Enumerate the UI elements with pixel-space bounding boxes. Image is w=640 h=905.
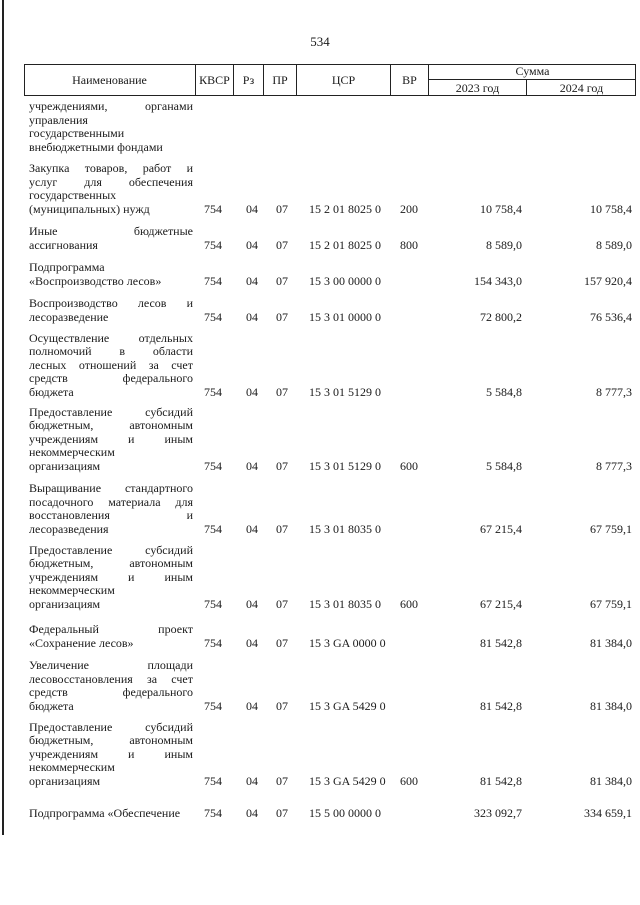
table-row bbox=[24, 156, 636, 216]
row-name-line: посадочного материала для bbox=[29, 494, 193, 509]
row-pr: 07 bbox=[276, 309, 288, 324]
header-year-2024: 2024 год bbox=[559, 80, 604, 95]
row-pr: 07 bbox=[276, 635, 288, 650]
row-csr: 15 3 01 5129 0 bbox=[309, 458, 381, 473]
row-kvsr: 754 bbox=[204, 273, 222, 288]
table-row bbox=[24, 792, 636, 820]
header-pr: ПР bbox=[264, 64, 297, 96]
row-pr: 07 bbox=[276, 805, 288, 820]
row-csr: 15 3 01 0000 0 bbox=[309, 309, 381, 324]
table-row bbox=[24, 538, 636, 611]
row-name bbox=[29, 544, 193, 612]
row-name-line: средств федерального bbox=[29, 685, 193, 699]
row-name-line: Осуществление отдельных bbox=[29, 330, 193, 345]
row-csr: 15 3 01 8035 0 bbox=[309, 521, 381, 536]
row-amount-2024: 8 777,3 bbox=[596, 384, 632, 399]
row-amount-2023: 8 589,0 bbox=[486, 237, 522, 252]
table-row bbox=[24, 254, 636, 288]
row-rz: 04 bbox=[246, 805, 258, 820]
row-name-line: бюджетным, автономным bbox=[29, 733, 193, 747]
row-vr: 800 bbox=[400, 237, 418, 252]
row-amount-2023: 81 542,8 bbox=[480, 635, 522, 650]
row-amount-2024: 81 384,0 bbox=[590, 635, 632, 650]
row-rz: 04 bbox=[246, 521, 258, 536]
row-rz: 04 bbox=[246, 384, 258, 399]
row-amount-2023: 67 215,4 bbox=[480, 521, 522, 536]
row-pr: 07 bbox=[276, 273, 288, 288]
row-amount-2023: 323 092,7 bbox=[474, 805, 522, 820]
row-pr: 07 bbox=[276, 458, 288, 473]
row-amount-2024: 334 659,1 bbox=[584, 805, 632, 820]
row-name-line: организациям bbox=[29, 458, 101, 473]
row-name bbox=[29, 482, 193, 536]
header-name: Наименование bbox=[24, 64, 196, 96]
row-name bbox=[29, 659, 193, 713]
row-rz: 04 bbox=[246, 458, 258, 473]
row-rz: 04 bbox=[246, 596, 258, 611]
row-name-line: учреждениям и иным bbox=[29, 431, 193, 446]
row-csr: 15 3 01 5129 0 bbox=[309, 384, 381, 399]
row-pr: 07 bbox=[276, 201, 288, 216]
row-kvsr: 754 bbox=[204, 698, 222, 713]
table-row bbox=[24, 290, 636, 324]
row-name-line: Подпрограмма bbox=[29, 260, 105, 274]
table-row bbox=[24, 96, 636, 154]
row-pr: 07 bbox=[276, 521, 288, 536]
row-csr: 15 3 GA 5429 0 bbox=[309, 773, 386, 788]
row-csr: 15 5 00 0000 0 bbox=[309, 805, 381, 820]
row-amount-2024: 67 759,1 bbox=[590, 521, 632, 536]
row-name bbox=[29, 332, 193, 400]
row-pr: 07 bbox=[276, 596, 288, 611]
row-amount-2024: 8 777,3 bbox=[596, 458, 632, 473]
header-vr: ВР bbox=[391, 64, 429, 96]
row-amount-2024: 81 384,0 bbox=[590, 773, 632, 788]
row-csr: 15 3 GA 0000 0 bbox=[309, 635, 386, 650]
page-margin-line bbox=[2, 0, 4, 835]
row-name bbox=[29, 162, 193, 216]
row-csr: 15 2 01 8025 0 bbox=[309, 237, 381, 252]
row-name-line: бюджетным, автономным bbox=[29, 556, 193, 570]
row-name-line: государственными bbox=[29, 126, 125, 140]
row-rz: 04 bbox=[246, 698, 258, 713]
row-vr: 200 bbox=[400, 201, 418, 216]
row-vr: 600 bbox=[400, 596, 418, 611]
row-amount-2024: 76 536,4 bbox=[590, 309, 632, 324]
row-name-line: услуг для обеспечения bbox=[29, 174, 193, 189]
row-csr: 15 2 01 8025 0 bbox=[309, 201, 381, 216]
table-row bbox=[24, 652, 636, 713]
row-csr: 15 3 GA 5429 0 bbox=[309, 698, 386, 713]
row-name-line: средств федерального bbox=[29, 371, 193, 385]
row-name-line: бюджета bbox=[29, 698, 74, 713]
row-name-line: бюджета bbox=[29, 384, 74, 399]
row-amount-2023: 72 800,2 bbox=[480, 309, 522, 324]
row-rz: 04 bbox=[246, 773, 258, 788]
row-name bbox=[29, 297, 193, 324]
row-kvsr: 754 bbox=[204, 596, 222, 611]
row-name-line: Увеличение площади bbox=[29, 658, 193, 672]
row-rz: 04 bbox=[246, 201, 258, 216]
row-name-line: Выращивание стандартного bbox=[29, 481, 193, 495]
row-amount-2023: 154 343,0 bbox=[474, 273, 522, 288]
row-kvsr: 754 bbox=[204, 201, 222, 216]
table-body bbox=[24, 96, 636, 820]
row-name-line: бюджетным, автономным bbox=[29, 418, 193, 432]
row-amount-2023: 5 584,8 bbox=[486, 384, 522, 399]
table-row bbox=[24, 715, 636, 788]
row-name-line: лесоразведение bbox=[29, 309, 109, 324]
row-name-line: внебюджетными фондами bbox=[29, 139, 163, 154]
row-name-line: «Сохранение лесов» bbox=[29, 635, 134, 650]
row-name bbox=[29, 623, 193, 650]
row-rz: 04 bbox=[246, 273, 258, 288]
row-name-line: «Воспроизводство лесов» bbox=[29, 273, 162, 288]
row-kvsr: 754 bbox=[204, 635, 222, 650]
table-row bbox=[24, 401, 636, 473]
row-name-line: управления bbox=[29, 112, 88, 127]
row-name-line: лесовосстановления за счет bbox=[29, 671, 193, 686]
row-name-line: Предоставление субсидий bbox=[29, 719, 193, 734]
table-row bbox=[24, 326, 636, 399]
row-vr: 600 bbox=[400, 773, 418, 788]
row-name-line: некоммерческим bbox=[29, 583, 115, 597]
row-name bbox=[29, 100, 193, 154]
row-pr: 07 bbox=[276, 773, 288, 788]
row-amount-2023: 67 215,4 bbox=[480, 596, 522, 611]
row-name-line: полномочий в области bbox=[29, 344, 193, 358]
row-name bbox=[29, 225, 193, 252]
row-name-line: Закупка товаров, работ и bbox=[29, 161, 193, 175]
row-name-line: Федеральный проект bbox=[29, 622, 193, 636]
row-name bbox=[29, 807, 193, 821]
row-amount-2023: 10 758,4 bbox=[480, 201, 522, 216]
row-name-line: организациям bbox=[29, 596, 101, 611]
header-csr: ЦСР bbox=[297, 64, 391, 96]
row-name-line: учреждениям и иным bbox=[29, 569, 193, 584]
row-amount-2023: 5 584,8 bbox=[486, 458, 522, 473]
table-row bbox=[24, 218, 636, 252]
row-amount-2024: 157 920,4 bbox=[584, 273, 632, 288]
row-name-line: Воспроизводство лесов и bbox=[29, 296, 193, 310]
row-rz: 04 bbox=[246, 309, 258, 324]
row-rz: 04 bbox=[246, 635, 258, 650]
row-name bbox=[29, 261, 193, 288]
row-kvsr: 754 bbox=[204, 384, 222, 399]
row-name-line: ассигнования bbox=[29, 237, 98, 252]
row-amount-2024: 10 758,4 bbox=[590, 201, 632, 216]
row-kvsr: 754 bbox=[204, 458, 222, 473]
row-name-line: лесоразведения bbox=[29, 521, 109, 536]
table-header bbox=[24, 64, 636, 96]
row-pr: 07 bbox=[276, 384, 288, 399]
row-vr: 600 bbox=[400, 458, 418, 473]
header-rz: Рз bbox=[234, 64, 264, 96]
page-number: 534 bbox=[310, 34, 330, 49]
row-csr: 15 3 00 0000 0 bbox=[309, 273, 381, 288]
row-kvsr: 754 bbox=[204, 309, 222, 324]
row-name-line: некоммерческим bbox=[29, 445, 115, 459]
header-kvsr: КВСР bbox=[196, 64, 234, 96]
row-name-line: Подпрограмма «Обеспечение bbox=[29, 805, 181, 820]
row-name-line: Предоставление субсидий bbox=[29, 404, 193, 419]
table-row bbox=[24, 613, 636, 650]
row-pr: 07 bbox=[276, 237, 288, 252]
row-name-line: Иные бюджетные bbox=[29, 224, 193, 238]
row-amount-2024: 8 589,0 bbox=[596, 237, 632, 252]
row-csr: 15 3 01 8035 0 bbox=[309, 596, 381, 611]
header-year-2023: 2023 год bbox=[429, 80, 527, 96]
row-kvsr: 754 bbox=[204, 805, 222, 820]
row-name-line: некоммерческим bbox=[29, 760, 115, 774]
row-name-line: государственных bbox=[29, 188, 117, 202]
row-name-line: учреждениями, органами bbox=[29, 99, 193, 113]
row-name-line: лесных отношений за счет bbox=[29, 357, 193, 372]
row-name-line: организациям bbox=[29, 773, 101, 788]
row-name-line: Предоставление субсидий bbox=[29, 542, 193, 557]
row-kvsr: 754 bbox=[204, 773, 222, 788]
row-name-line: восстановления и bbox=[29, 508, 193, 522]
row-amount-2023: 81 542,8 bbox=[480, 698, 522, 713]
row-kvsr: 754 bbox=[204, 237, 222, 252]
row-name bbox=[29, 721, 193, 789]
table-row bbox=[24, 475, 636, 536]
header-sum: Сумма bbox=[429, 64, 636, 80]
row-kvsr: 754 bbox=[204, 521, 222, 536]
row-name bbox=[29, 406, 193, 474]
row-amount-2024: 81 384,0 bbox=[590, 698, 632, 713]
row-amount-2023: 81 542,8 bbox=[480, 773, 522, 788]
row-pr: 07 bbox=[276, 698, 288, 713]
row-name-line: (муниципальных) нужд bbox=[29, 201, 150, 216]
row-name-line: учреждениям и иным bbox=[29, 746, 193, 761]
row-rz: 04 bbox=[246, 237, 258, 252]
row-amount-2024: 67 759,1 bbox=[590, 596, 632, 611]
